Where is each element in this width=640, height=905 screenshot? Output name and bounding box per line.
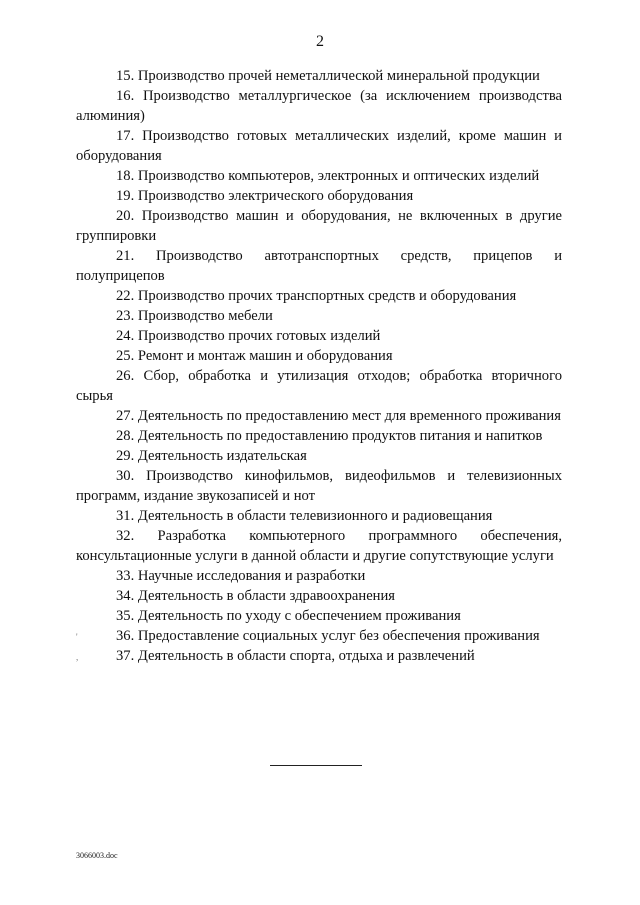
list-item: 34. Деятельность в области здравоохранения	[116, 588, 396, 604]
list-item: 36. Предоставление социальных услуг без обеспечения проживания	[116, 628, 540, 644]
list-item: 21. Производство автотранспортных средств, прицепов и полуприцепов	[76, 248, 562, 284]
list-item: 33. Научные исследования и разработки	[116, 568, 366, 584]
list-item: 26. Сбор, обработка и утилизация отходов; обработка вторичного сырья	[76, 368, 562, 404]
list-item: 28. Деятельность по предоставлению продуктов питания и напитков	[116, 428, 543, 444]
list-item: 29. Деятельность издательская	[116, 448, 307, 464]
list-item: 37. Деятельность в области спорта, отдыха и развлечений	[116, 648, 475, 664]
list-item: 25. Ремонт и монтаж машин и оборудования	[116, 348, 393, 364]
file-reference: 3066003.doc	[76, 851, 118, 860]
scan-mark: ,	[76, 652, 79, 662]
list-item: 20. Производство машин и оборудования, не включенных в другие группировки	[76, 208, 562, 244]
list-item: 18. Производство компьютеров, электронных и оптических изделий	[116, 168, 540, 184]
list-item: 27. Деятельность по предоставлению мест для временного проживания	[116, 408, 561, 424]
list-item: 19. Производство электрического оборудования	[116, 188, 414, 204]
list-item: 16. Производство металлургическое (за исключением производства алюминия)	[76, 88, 562, 124]
list-item: 32. Разработка компьютерного программного обеспечения, консультационные услуги в данной области и другие сопутствующие услуги	[76, 528, 562, 564]
list-item: 35. Деятельность по уходу с обеспечением проживания	[116, 608, 461, 624]
list-item: 24. Производство прочих готовых изделий	[116, 328, 381, 344]
list-item: 30. Производство кинофильмов, видеофильмов и телевизионных программ, издание звукозаписей и нот	[76, 468, 562, 504]
end-divider	[270, 765, 362, 766]
activity-list	[76, 66, 562, 666]
list-item: 31. Деятельность в области телевизионного и радиовещания	[116, 508, 493, 524]
page-number: 2	[316, 33, 324, 50]
list-item: 17. Производство готовых металлических изделий, кроме машин и оборудования	[76, 128, 562, 164]
list-item: 22. Производство прочих транспортных средств и оборудования	[116, 288, 517, 304]
list-item: 23. Производство мебели	[116, 308, 273, 324]
scan-mark: '	[76, 632, 78, 642]
list-item: 15. Производство прочей неметаллической минеральной продукции	[116, 68, 540, 84]
